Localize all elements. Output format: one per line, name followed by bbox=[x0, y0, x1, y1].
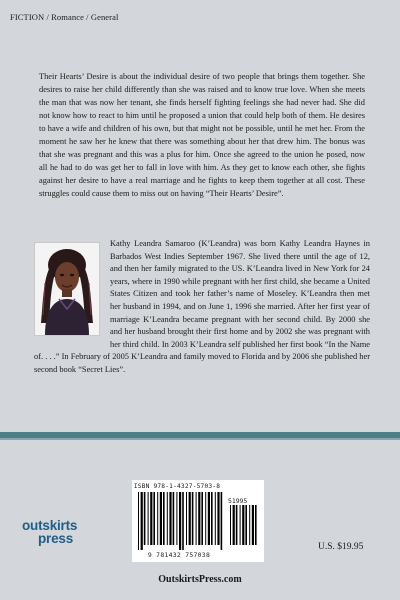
logo-text-press: press bbox=[38, 531, 74, 546]
barcode-bar bbox=[249, 505, 250, 545]
book-blurb: Their Hearts’ Desire is about the individual desire of two people that brings them together. She desires to raise her child differently than she was raised and to know true love. When she meets the man that was now her tenant, she finds herself fighting feelings she had never had. She did not know how to react to him until he proposed a union that could help both of them. He desires to have a wife and children of his own, but that might not be possible, until he met her. From the moment he saw her he knew that there was something about her that drew him. The bonus was that she was pregnant and this was a plus for him. Once she agreed to the union he posed, now all he had to do was get her to fall in love with him. As they get to know each other, she fights against her desire to have a real marriage and he fights to keep them together at all cost. These struggles could cause them to miss out on having “Their Hearts’ Desire”. bbox=[39, 72, 365, 199]
barcode-block bbox=[132, 480, 264, 562]
barcode-bar bbox=[208, 492, 210, 545]
barcode-bar bbox=[169, 492, 171, 545]
barcode-bar bbox=[192, 492, 194, 545]
barcode-bar bbox=[230, 505, 231, 545]
barcode-bar bbox=[201, 492, 203, 545]
barcode-bar bbox=[242, 505, 244, 545]
price-label: U.S. $19.95 bbox=[318, 542, 364, 552]
author-bio: Kathy Leandra Samaroo (K’Leandra) was born Kathy Leandra Haynes in Barbados West Indies September 1967. She lived there until the age of 12, and then her family migrated to the US. K’Leandra lived in New York for 24 years, where in 1990 while pregnant with her first child, she became a United States Citizen and took her father’s name of Moseley. K’Leandra then met her husband in 1994, and on June 1, 1996 she married. After her first year of marriage K’Leandra became pregnant with her second child. By 2000 she and her husband brought their first home and by 2002 she was pregnant with her third child. In 2003 K’Leandra self published her first book “In the Name of. . . .” In February of 2005 K’Leandra and family moved to Florida and by 2006 she published her second book “Secret Lies”. bbox=[34, 239, 370, 374]
ean-digits: 9 781432 757038 bbox=[147, 551, 211, 559]
barcode-bar bbox=[198, 492, 200, 545]
publisher-website: OutskirtsPress.com bbox=[158, 574, 242, 585]
genre-label: FICTION / Romance / General bbox=[10, 12, 119, 22]
barcode-bar bbox=[236, 505, 238, 545]
divider-band-light bbox=[0, 438, 400, 440]
author-section bbox=[34, 238, 370, 377]
isbn-barcode-icon bbox=[138, 492, 226, 550]
barcode-bar bbox=[189, 492, 191, 545]
barcode-bar bbox=[138, 492, 139, 550]
price-barcode-icon bbox=[230, 505, 260, 550]
barcode-bar bbox=[150, 492, 152, 545]
barcode-bar bbox=[182, 492, 184, 550]
author-photo bbox=[34, 242, 100, 336]
barcode-bar bbox=[179, 492, 181, 550]
barcode-bar bbox=[144, 492, 146, 545]
barcode-bar bbox=[205, 492, 206, 545]
barcode-bar bbox=[176, 492, 177, 545]
barcode-bar bbox=[215, 492, 216, 545]
barcode-bar bbox=[167, 492, 168, 545]
isbn-label: ISBN 978-1-4327-5703-8 bbox=[133, 483, 221, 490]
barcode-bar bbox=[233, 505, 235, 545]
barcode-bar bbox=[163, 492, 165, 545]
barcode-bar bbox=[196, 492, 197, 545]
barcode-bar bbox=[252, 505, 254, 545]
barcode-bar bbox=[160, 492, 162, 545]
price-code: 51995 bbox=[228, 497, 248, 505]
barcode-bar bbox=[221, 492, 223, 550]
barcode-bar bbox=[245, 505, 247, 545]
barcode-bar bbox=[157, 492, 158, 545]
author-portrait-icon bbox=[35, 243, 99, 335]
barcode-bar bbox=[255, 505, 257, 545]
logo-text-outskirts: outskirts bbox=[22, 518, 78, 533]
barcode-bar bbox=[141, 492, 143, 550]
publisher-logo bbox=[22, 518, 92, 558]
barcode-bar bbox=[240, 505, 241, 545]
barcode-bar bbox=[186, 492, 187, 545]
barcode-bar bbox=[153, 492, 155, 545]
barcode-bar bbox=[148, 492, 149, 545]
barcode-bar bbox=[217, 492, 219, 545]
barcode-bar bbox=[173, 492, 175, 545]
barcode-bar bbox=[211, 492, 213, 545]
